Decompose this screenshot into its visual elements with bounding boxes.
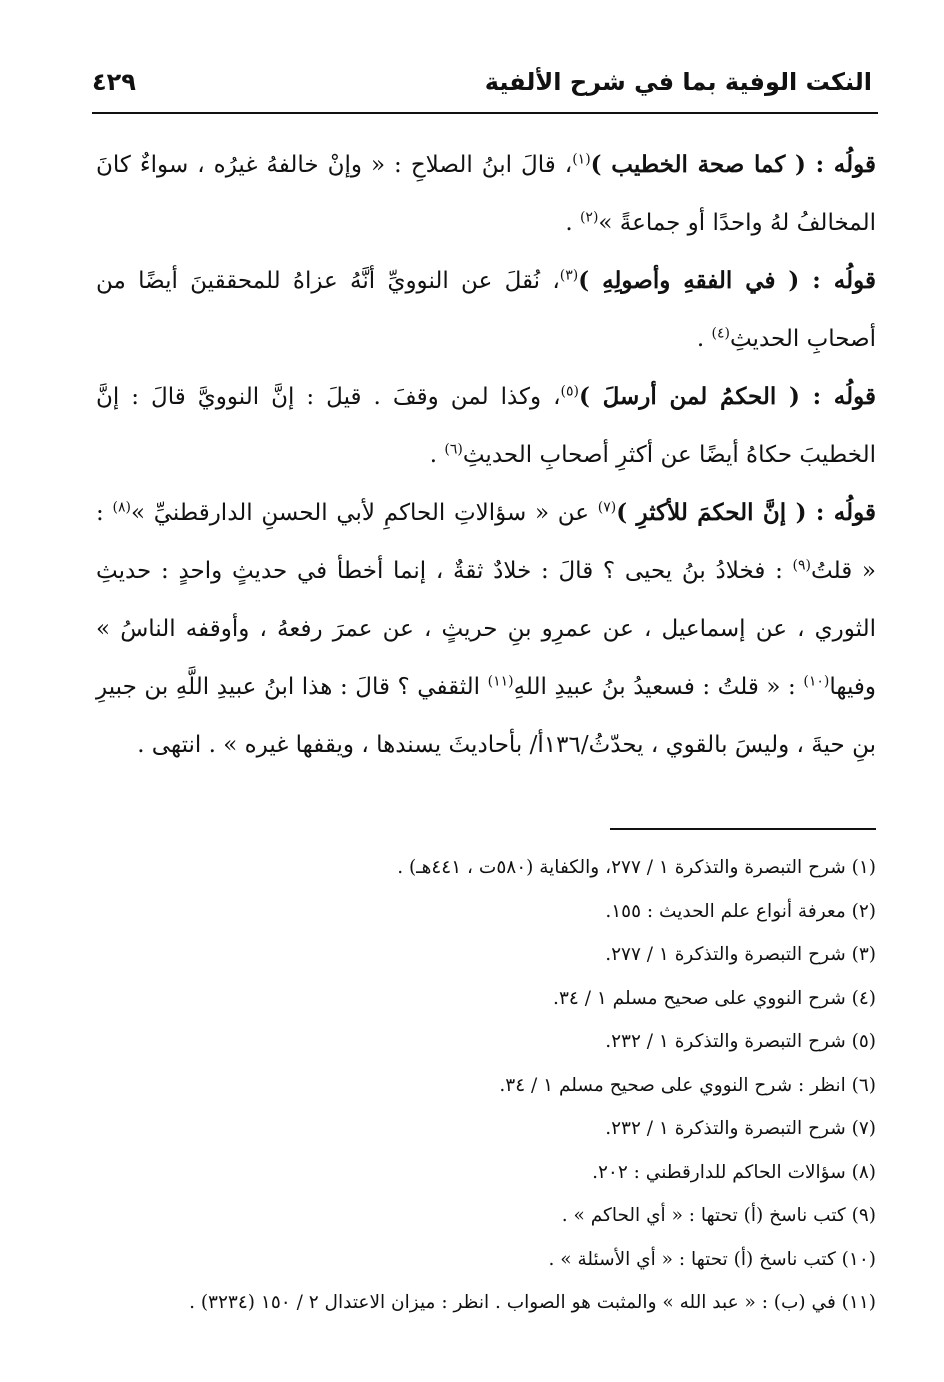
paragraph-text: ، نُقلَ عن النوويِّ أنَّهُ عزاهُ للمحققينَ أيضًا من أصحابِ الحديثِ <box>96 268 876 352</box>
footnote-8: (٨) سؤالات الحاكم للدارقطني : ٢٠٢. <box>592 1161 876 1183</box>
footnote-ref: (٣) <box>559 267 579 284</box>
paragraph-text: ، قالَ ابنُ الصلاحِ : « وإنْ خالفهُ غيرُه ، سواءٌ كانَ المخالفُ لهُ واحدًا أو جماعةً » <box>96 152 876 236</box>
main-text <box>96 136 876 774</box>
footnotes <box>96 846 876 1325</box>
paragraph-text: الثقفي ؟ قالَ : هذا ابنُ عبيدِ اللَّهِ بن جبيرِ بنِ حيةَ ، وليسَ بالقوي ، يحدّثُ/١٣٦أ/ بأحاديثَ يسندها ، ويقفها غيره » . انتهى . <box>96 674 876 758</box>
footnote-10: (١٠) كتب ناسخ (أ) تحتها : « أي الأسئلة » . <box>548 1248 876 1270</box>
paragraph-text: . <box>696 326 712 352</box>
quoted-term: ( في الفقهِ وأصولِهِ ) <box>578 267 800 294</box>
footnote-ref: (١) <box>572 151 591 168</box>
paragraph-lead: قولُه : <box>805 151 876 178</box>
paragraph-lead: قولُه : <box>799 267 876 294</box>
footnote-ref: (٤) <box>711 325 730 342</box>
quoted-term: ( كما صحة الخطيب ) <box>590 151 806 178</box>
footnote-ref: (١٠) <box>803 673 830 690</box>
footnote-4: (٤) شرح النووي على صحيح مسلم ١ / ٣٤. <box>553 987 876 1009</box>
paragraph-2 <box>96 252 876 368</box>
footnote-ref: (٩) <box>792 557 812 574</box>
paragraph-3 <box>96 368 876 484</box>
paragraph-1 <box>96 136 876 252</box>
footnote-3: (٣) شرح التبصرة والتذكرة ١ / ٢٧٧. <box>605 944 876 965</box>
footnote-11: (١١) في (ب) : « عبد الله » والمثبت هو الصواب . انظر : ميزان الاعتدال ٢ / ١٥٠ (٣٢٣٤) . <box>189 1292 876 1313</box>
quoted-term: ( الحكمُ لمن أرسلَ ) <box>579 383 800 410</box>
footnote-ref: (٨) <box>112 499 131 516</box>
paragraph-text: . <box>429 442 445 468</box>
paragraph-text: : « قلتُ <box>96 500 877 584</box>
paragraph-4 <box>96 484 876 774</box>
footnote-1: (١) شرح التبصرة والتذكرة ١ / ٢٧٧، والكفاية (٥٨٠ت ، ٤٤١هـ) . <box>397 857 876 878</box>
footnote-divider <box>610 828 876 830</box>
page-header <box>92 62 878 114</box>
footnote-ref: (٦) <box>444 441 463 458</box>
footnote-6: (٦) انظر : شرح النووي على صحيح مسلم ١ / ٣٤. <box>499 1074 876 1096</box>
footnote-ref: (٧) <box>597 499 617 516</box>
paragraph-lead: قولُه : <box>799 383 876 410</box>
quoted-term: ( إنَّ الحكمَ للأكثرِ ) <box>616 499 807 526</box>
footnote-5: (٥) شرح التبصرة والتذكرة ١ / ٢٣٢. <box>605 1031 876 1052</box>
paragraph-text: : فخلادُ بنُ يحيى ؟ قالَ : خلادٌ ثقةٌ ، إنما أخطأ في حديثٍ واحدٍ : حديثِ الثوري ، عن إسماعيل ، عن عمرِو بنِ حريثٍ ، عن عمرَ رفعهُ ، وأوقفه الناسُ » وفيها <box>96 558 876 700</box>
paragraph-text: . <box>565 210 580 236</box>
footnote-ref: (١١) <box>487 673 514 690</box>
footnote-ref: (٢) <box>579 209 599 226</box>
paragraph-lead: قولُه : <box>806 499 876 526</box>
footnote-2: (٢) معرفة أنواع علم الحديث : ١٥٥. <box>605 900 876 922</box>
paragraph-text: : « قلتُ : فسعيدُ بنُ عبيدِ اللهِ <box>513 674 804 700</box>
page-number: ٤٢٩ <box>92 68 136 96</box>
paragraph-text: عن « سؤالاتِ الحاكمِ لأبي الحسنِ الدارقطنيِّ » <box>130 500 598 526</box>
footnote-7: (٧) شرح التبصرة والتذكرة ١ / ٢٣٢. <box>605 1118 876 1139</box>
running-title: النكت الوفية بما في شرح الألفية <box>484 68 872 96</box>
footnote-9: (٩) كتب ناسخ (أ) تحتها : « أي الحاكم » . <box>561 1205 876 1226</box>
footnote-ref: (٥) <box>560 383 580 400</box>
paragraph-text: ، وكذا لمن وقفَ . قيلَ : إنَّ النوويَّ قالَ : إنَّ الخطيبَ حكاهُ أيضًا عن أكثرِ أصحابِ الحديثِ <box>96 384 876 468</box>
